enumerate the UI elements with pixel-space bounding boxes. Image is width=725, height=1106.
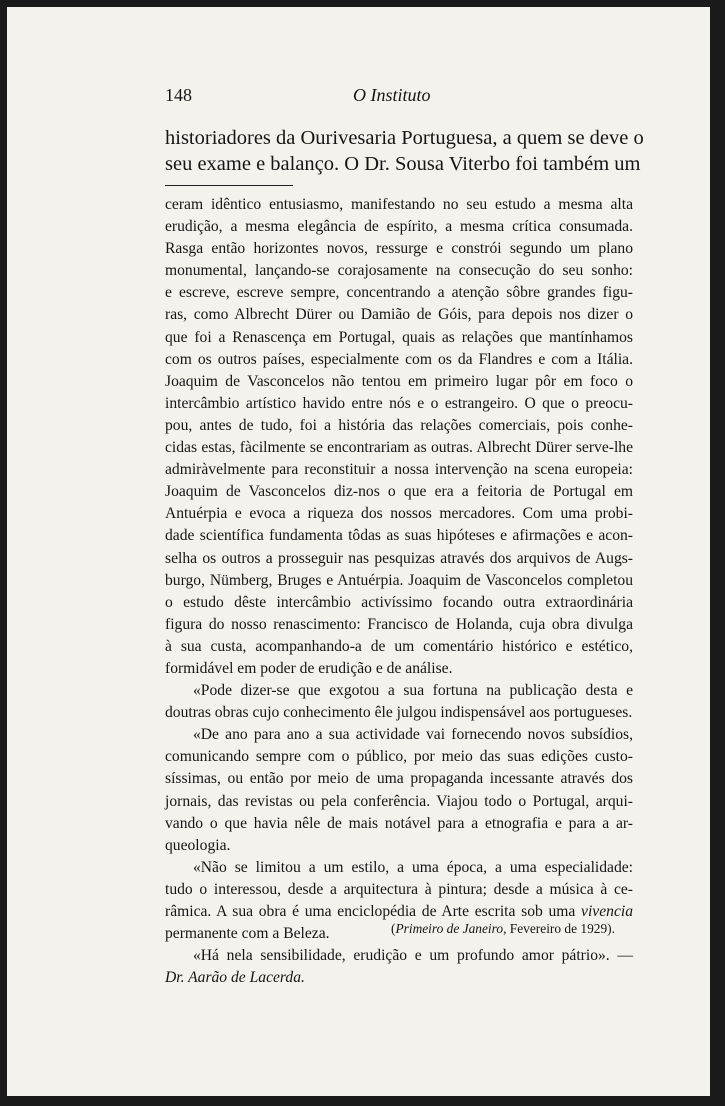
footnote-line: «Há nela sensibilidade, erudição e um profundo amor pátrio». — [193, 947, 633, 965]
source-citation [391, 921, 615, 937]
page-header [165, 85, 635, 109]
footnote-line: intercâmbio artístico havido entre nós e o estrangeiro. O que o preocu- [165, 394, 633, 412]
running-title: O Instituto [353, 85, 431, 105]
footnote-line: ras, como Albrecht Dürer ou Damião de Góis, para depois nos dizer o [165, 306, 633, 324]
footnote-line: formidável em poder de erudição e de análise. [165, 659, 453, 677]
footnote-line: ceram idêntico entusiasmo, manifestando no seu estudo a mesma alta [165, 196, 633, 213]
page-number: 148 [165, 85, 192, 105]
footnote-line: queologia. [165, 836, 231, 854]
footnote-line: cidas estas, fàcilmente se encontrariam as outras. Albrecht Dürer serve-lhe [165, 439, 633, 457]
citation-date: , Fevereiro de 1929). [503, 921, 615, 936]
footnote-line: monumental, lançando-se corajosamente na consecução do seu sonho: [165, 262, 633, 280]
footnote-line: comunicando sempre com o público, por meio das suas edições custo- [165, 748, 633, 766]
footnote-line: pou, antes de tudo, foi a história das relações comerciais, pois conhe- [165, 416, 633, 434]
body-line: historiadores da Ourivesaria Portuguesa, a quem se deve o [165, 127, 644, 149]
book-page [7, 7, 710, 1096]
footnote-line: «Não se limitou a um estilo, a uma época, a uma especialidade: [193, 858, 633, 876]
footnote-line: burgo, Nümberg, Bruges e Antuérpia. Joaquim de Vasconcelos completou [165, 571, 633, 589]
body-text [165, 125, 644, 177]
footnote-text: râmica. A sua obra é uma enciclopédia de Arte escrita sob uma [165, 903, 576, 920]
footnote-line: admiràvelmente para reconstituir a nossa intervenção na scena europeia: [165, 461, 633, 479]
footnote-line: doutras obras cujo conhecimento êle julgou indispensável aos portugueses. [165, 704, 633, 722]
footnote-line: «De ano para ano a sua actividade vai fornecendo novos subsídios, [193, 726, 633, 744]
footnote-paragraph [165, 945, 633, 989]
footnote-line: com os outros países, especialmente com os da Flandres e com a Itália. [165, 350, 633, 368]
footnote-line: Antuérpia e evoca a riqueza dos nossos mercadores. Com uma probi- [165, 505, 633, 523]
citation-open: ( [390, 921, 396, 936]
footnote-line: Joaquim de Vasconcelos não tentou em primeiro lugar pôr em foco o [165, 372, 633, 390]
footnote-line [165, 901, 633, 923]
footnote-line: selha os outros a prosseguir nas pesquizas através dos arquivos de Augs- [165, 549, 633, 567]
footnote-line: erudição, a mesma elegância de espírito, a mesma crítica consumada. [165, 218, 633, 236]
footnote-line: figura do nosso renascimento: Francisco de Holanda, cuja obra divulga [165, 615, 633, 633]
footnote-line: à sua custa, acompanhando-a de um comentário histórico e estético, [165, 637, 633, 655]
body-line: seu exame e balanço. O Dr. Sousa Viterbo foi também um [165, 153, 641, 175]
footnote-line: o estudo dêste intercâmbio activíssimo focando outra extraordinária [165, 593, 633, 611]
footnote-line: dade scientífica fundamenta tôdas as suas hipóteses e afirmações e acon- [165, 527, 633, 545]
footnote-paragraph [165, 724, 633, 857]
footnote-line: jornais, das revistas ou pela conferência. Viajou todo o Portugal, arqui- [165, 792, 633, 810]
footnote-line: «Pode dizer-se que exgotou a sua fortuna na publicação desta e [193, 682, 633, 700]
footnote-line: Rasga então horizontes novos, ressurge e constrói segundo um plano [165, 240, 633, 258]
footnote-line: vando o que havia nêle de mais notável para a etnografia e para a ar- [165, 814, 633, 832]
footnote-line: síssimas, ou então por meio de uma propaganda incessante através dos [165, 770, 633, 788]
footnote [165, 194, 633, 989]
publication-name: Primeiro de Janeiro [395, 921, 504, 936]
footnote-line: tudo o interessou, desde a arquitectura à pintura; desde a música à ce- [165, 880, 633, 898]
footnote-line: Joaquim de Vasconcelos diz-nos o que era a feitoria de Portugal em [165, 483, 633, 501]
emphasized-word: vivencia [581, 903, 633, 920]
signature: Dr. Aarão de Lacerda. [165, 969, 305, 987]
footnote-paragraph [165, 680, 633, 724]
footnote-line: permanente com a Beleza. [165, 925, 330, 943]
footnote-line: que foi a Renascença em Portugal, quais as relações que mantínhamos [165, 328, 633, 346]
footnote-line: e escreve, escreve sempre, concentrando a atenção sôbre grandes figu- [165, 284, 633, 302]
footnote-divider [165, 185, 293, 186]
footnote-paragraph [165, 194, 633, 680]
